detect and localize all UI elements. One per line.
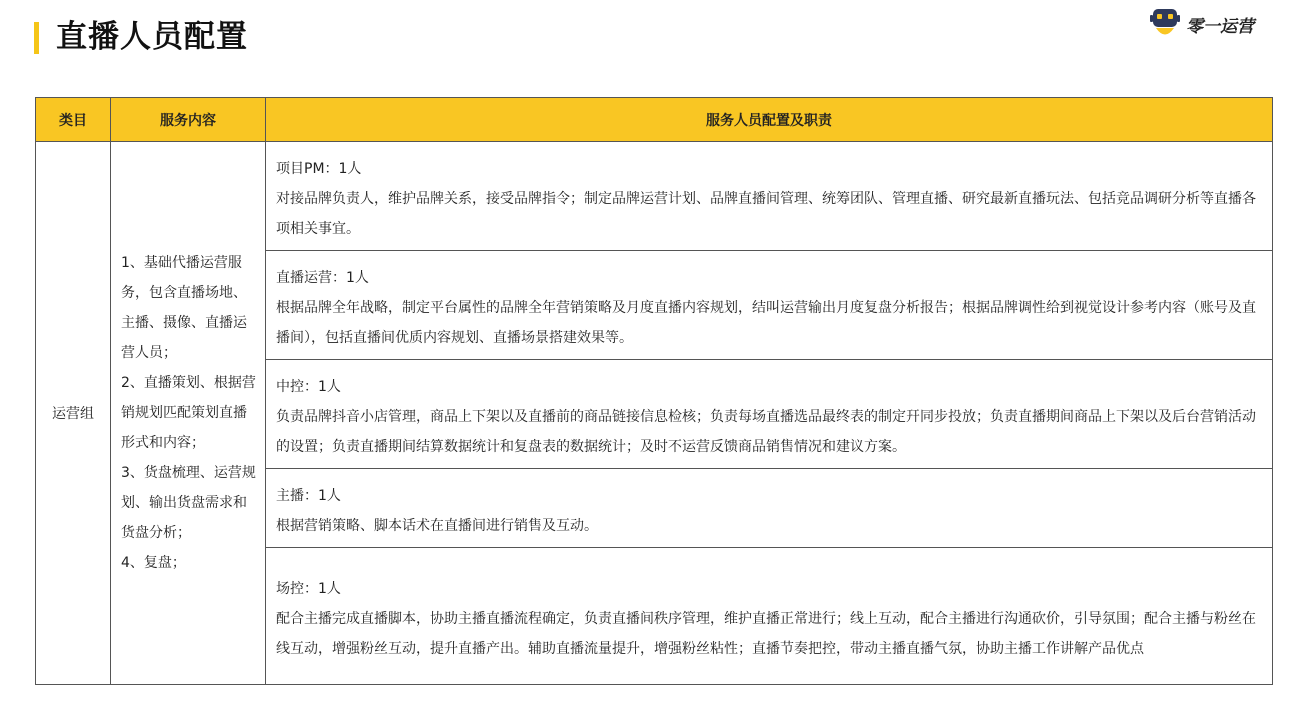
role-cell-host <box>266 469 1273 548</box>
role-cell-field-control <box>266 548 1273 685</box>
category-cell: 运营组 <box>36 142 111 685</box>
role-title: 中控：1人 <box>276 379 341 395</box>
robot-mascot-icon <box>1150 7 1180 41</box>
role-title: 主播：1人 <box>276 488 341 504</box>
role-cell-control <box>266 360 1273 469</box>
role-title: 场控：1人 <box>276 581 341 597</box>
role-description: 根据品牌全年战略，制定平台属性的品牌全年营销策略及月度直播内容规划，结叫运营输出月度复盘分析报告；根据品牌调性给到视觉设计参考内容（账号及直播间），包括直播间优质内容规划、直播场景搭建效果等。 <box>276 300 1256 346</box>
role-cell-pm <box>266 142 1273 251</box>
role-description: 负责品牌抖音小店管理，商品上下架以及直播前的商品链接信息检核；负责每场直播选品最终表的制定幵同步投放；负责直播期间商品上下架以及后台营销活动的设置；负责直播期间结算数据统计和复盘表的数据统计；及时不运营反馈商品销售情况和建议方案。 <box>276 409 1256 455</box>
page-title: 直播人员配置 <box>56 19 248 55</box>
service-item: 4、复盘； <box>121 555 186 571</box>
title-accent-bar <box>34 22 39 54</box>
staffing-table <box>35 97 1273 685</box>
table-row <box>36 142 1273 251</box>
table-header-row <box>36 98 1273 142</box>
header-service-content: 服务内容 <box>111 98 266 142</box>
service-item: 1、基础代播运营服务，包含直播场地、主播、摄像、直播运营人员； <box>121 255 247 361</box>
brand-logo <box>1150 6 1254 42</box>
header-category: 类目 <box>36 98 111 142</box>
role-title: 项目PM：1人 <box>276 161 362 177</box>
role-cell-live-ops <box>266 251 1273 360</box>
role-title: 直播运营：1人 <box>276 270 369 286</box>
logo-text: 零一运营 <box>1186 16 1254 37</box>
service-content-cell <box>111 142 266 685</box>
service-item: 3、货盘梳理、运营规划、输出货盘需求和货盘分析； <box>121 465 256 541</box>
role-description: 根据营销策略、脚本话术在直播间进行销售及互动。 <box>276 518 598 534</box>
header-staff-duties: 服务人员配置及职责 <box>266 98 1273 142</box>
role-description: 对接品牌负责人，维护品牌关系，接受品牌指令；制定品牌运营计划、品牌直播间管理、统筹团队、管理直播、研究最新直播玩法、包括竞品调研分析等直播各项相关事宜。 <box>276 191 1256 237</box>
service-item: 2、直播策划、根据营销规划匹配策划直播形式和内容； <box>121 375 256 451</box>
role-description: 配合主播完成直播脚本，协助主播直播流程确定，负责直播间秩序管理，维护直播正常进行；线上互动，配合主播进行沟通砍价，引导氛围；配合主播与粉丝在线互动，增强粉丝互动，提升直播产出。辅助直播流量提升，增强粉丝粘性；直播节奏把控，带动主播直播气氛，协助主播工作讲解产品优点 <box>276 611 1256 657</box>
